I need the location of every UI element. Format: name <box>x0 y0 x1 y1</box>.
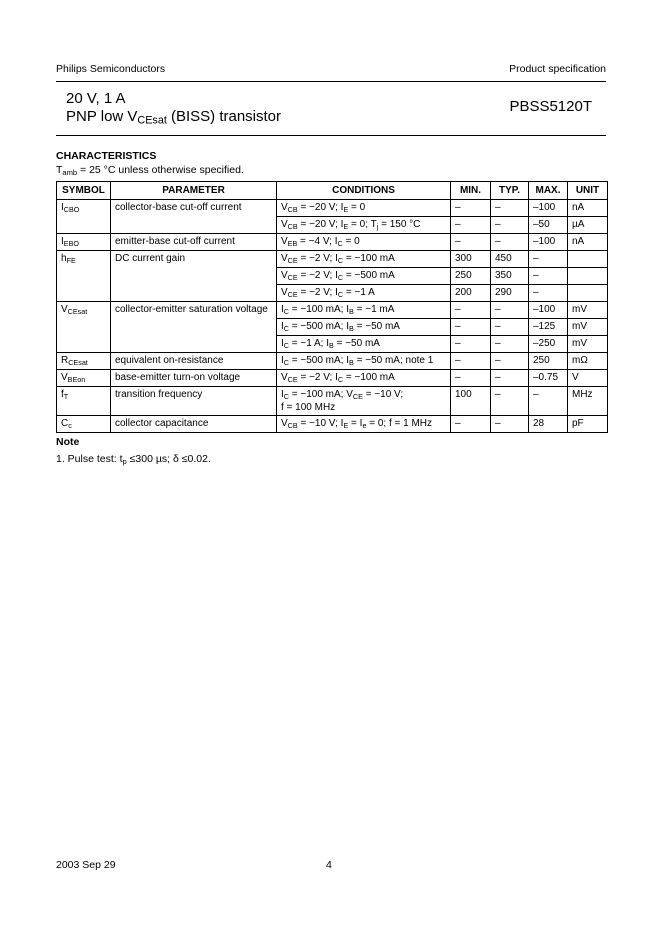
typ-cell: – <box>491 336 529 353</box>
conditions-cell: $V_{CE} = -2$ V; $I_C = -100$ mA <box>277 370 451 387</box>
col-header-parameter: PARAMETER <box>111 182 277 200</box>
table-row <box>57 251 608 268</box>
parameter-cell: collector-emitter saturation voltage <box>111 302 277 353</box>
col-header-max: MAX. <box>529 182 568 200</box>
table-row <box>57 370 608 387</box>
unit-cell: mV <box>568 336 608 353</box>
note-1: 1. Pulse test: $t_p \le 300$ µs; δ ≤0.02. <box>56 453 211 466</box>
col-header-min: MIN. <box>451 182 491 200</box>
conditions-cell: $I_C = -100$ mA; $V_{CE} = -10$ V; f = 100 MHz <box>277 387 451 416</box>
typ-cell: – <box>491 353 529 370</box>
table-row <box>57 200 608 217</box>
conditions-cell: $V_{EB} = -4$ V; $I_C = 0$ <box>277 234 451 251</box>
conditions-cell: $V_{CE} = -2$ V; $I_C = -1$ A <box>277 285 451 302</box>
title-line-1: 20 V, 1 A <box>66 90 126 107</box>
max-cell: –125 <box>529 319 568 336</box>
unit-cell: mV <box>568 319 608 336</box>
title-rule <box>56 135 606 136</box>
table-row <box>57 302 608 319</box>
conditions-cell: $V_{CB} = -10$ V; $I_E = I_e = 0$; f = 1 MHz <box>277 416 451 433</box>
max-cell: 28 <box>529 416 568 433</box>
max-cell: –100 <box>529 234 568 251</box>
unit-cell <box>568 268 608 285</box>
unit-cell: mV <box>568 302 608 319</box>
parameter-cell: collector-base cut-off current <box>111 200 277 234</box>
conditions-cell: $V_{CB} = -20$ V; $I_E = 0$; $T_j = 150$ °C <box>277 217 451 234</box>
company-name: Philips Semiconductors <box>56 63 166 75</box>
typ-cell: 290 <box>491 285 529 302</box>
max-cell: –0.75 <box>529 370 568 387</box>
page-number: 4 <box>326 859 332 871</box>
unit-cell: pF <box>568 416 608 433</box>
conditions-cell: $V_{CE} = -2$ V; $I_C = -500$ mA <box>277 268 451 285</box>
typ-cell: – <box>491 319 529 336</box>
typ-cell: – <box>491 370 529 387</box>
section-conditions: $T_{amb} = 25$ °C unless otherwise specified. <box>56 164 244 177</box>
col-header-unit: UNIT <box>568 182 608 200</box>
min-cell: – <box>451 353 491 370</box>
title-line-2: PNP low $V_{CEsat}$ (BISS) transistor <box>66 108 282 127</box>
parameter-cell: DC current gain <box>111 251 277 302</box>
table-header-row <box>57 182 608 200</box>
col-header-typ: TYP. <box>491 182 529 200</box>
unit-cell: nA <box>568 200 608 217</box>
symbol-cell: $V_{CEsat}$ <box>57 302 111 353</box>
characteristics-table <box>56 181 608 433</box>
unit-cell: V <box>568 370 608 387</box>
col-header-conditions: CONDITIONS <box>277 182 451 200</box>
symbol-cell: $f_T$ <box>57 387 111 416</box>
parameter-cell: collector capacitance <box>111 416 277 433</box>
header-rule <box>56 81 606 82</box>
doc-type: Product specification <box>509 63 606 75</box>
col-header-symbol: SYMBOL <box>57 182 111 200</box>
footer-date: 2003 Sep 29 <box>56 859 116 871</box>
table-row <box>57 234 608 251</box>
min-cell: 200 <box>451 285 491 302</box>
typ-cell: – <box>491 234 529 251</box>
max-cell: – <box>529 387 568 416</box>
min-cell: 100 <box>451 387 491 416</box>
unit-cell: nA <box>568 234 608 251</box>
symbol-cell: $I_{CBO}$ <box>57 200 111 234</box>
symbol-cell: $R_{CEsat}$ <box>57 353 111 370</box>
table-row <box>57 387 608 416</box>
max-cell: –250 <box>529 336 568 353</box>
unit-cell: mΩ <box>568 353 608 370</box>
section-title: CHARACTERISTICS <box>56 150 157 162</box>
table-row <box>57 353 608 370</box>
typ-cell: 350 <box>491 268 529 285</box>
parameter-cell: emitter-base cut-off current <box>111 234 277 251</box>
symbol-cell: $V_{BEon}$ <box>57 370 111 387</box>
typ-cell: – <box>491 302 529 319</box>
min-cell: 300 <box>451 251 491 268</box>
notes-title: Note <box>56 436 80 448</box>
table-row <box>57 416 608 433</box>
min-cell: 250 <box>451 268 491 285</box>
symbol-cell: $h_{FE}$ <box>57 251 111 302</box>
min-cell: – <box>451 217 491 234</box>
min-cell: – <box>451 200 491 217</box>
symbol-cell: $C_c$ <box>57 416 111 433</box>
conditions-cell: $V_{CB} = -20$ V; $I_E = 0$ <box>277 200 451 217</box>
conditions-cell: $I_C = -100$ mA; $I_B = -1$ mA <box>277 302 451 319</box>
symbol-cell: $I_{EBO}$ <box>57 234 111 251</box>
conditions-cell: $I_C = -1$ A; $I_B = -50$ mA <box>277 336 451 353</box>
unit-cell <box>568 285 608 302</box>
min-cell: – <box>451 302 491 319</box>
max-cell: – <box>529 285 568 302</box>
conditions-cell: $I_C = -500$ mA; $I_B = -50$ mA; note 1 <box>277 353 451 370</box>
max-cell: – <box>529 251 568 268</box>
typ-cell: – <box>491 416 529 433</box>
min-cell: – <box>451 370 491 387</box>
max-cell: – <box>529 268 568 285</box>
min-cell: – <box>451 416 491 433</box>
parameter-cell: base-emitter turn-on voltage <box>111 370 277 387</box>
unit-cell: µA <box>568 217 608 234</box>
typ-cell: 450 <box>491 251 529 268</box>
unit-cell: MHz <box>568 387 608 416</box>
parameter-cell: transition frequency <box>111 387 277 416</box>
min-cell: – <box>451 319 491 336</box>
typ-cell: – <box>491 387 529 416</box>
unit-cell <box>568 251 608 268</box>
typ-cell: – <box>491 217 529 234</box>
max-cell: –100 <box>529 200 568 217</box>
conditions-cell: $I_C = -500$ mA; $I_B = -50$ mA <box>277 319 451 336</box>
max-cell: –50 <box>529 217 568 234</box>
max-cell: 250 <box>529 353 568 370</box>
parameter-cell: equivalent on-resistance <box>111 353 277 370</box>
max-cell: –100 <box>529 302 568 319</box>
conditions-cell: $V_{CE} = -2$ V; $I_C = -100$ mA <box>277 251 451 268</box>
min-cell: – <box>451 234 491 251</box>
part-number: PBSS5120T <box>509 98 592 115</box>
min-cell: – <box>451 336 491 353</box>
typ-cell: – <box>491 200 529 217</box>
